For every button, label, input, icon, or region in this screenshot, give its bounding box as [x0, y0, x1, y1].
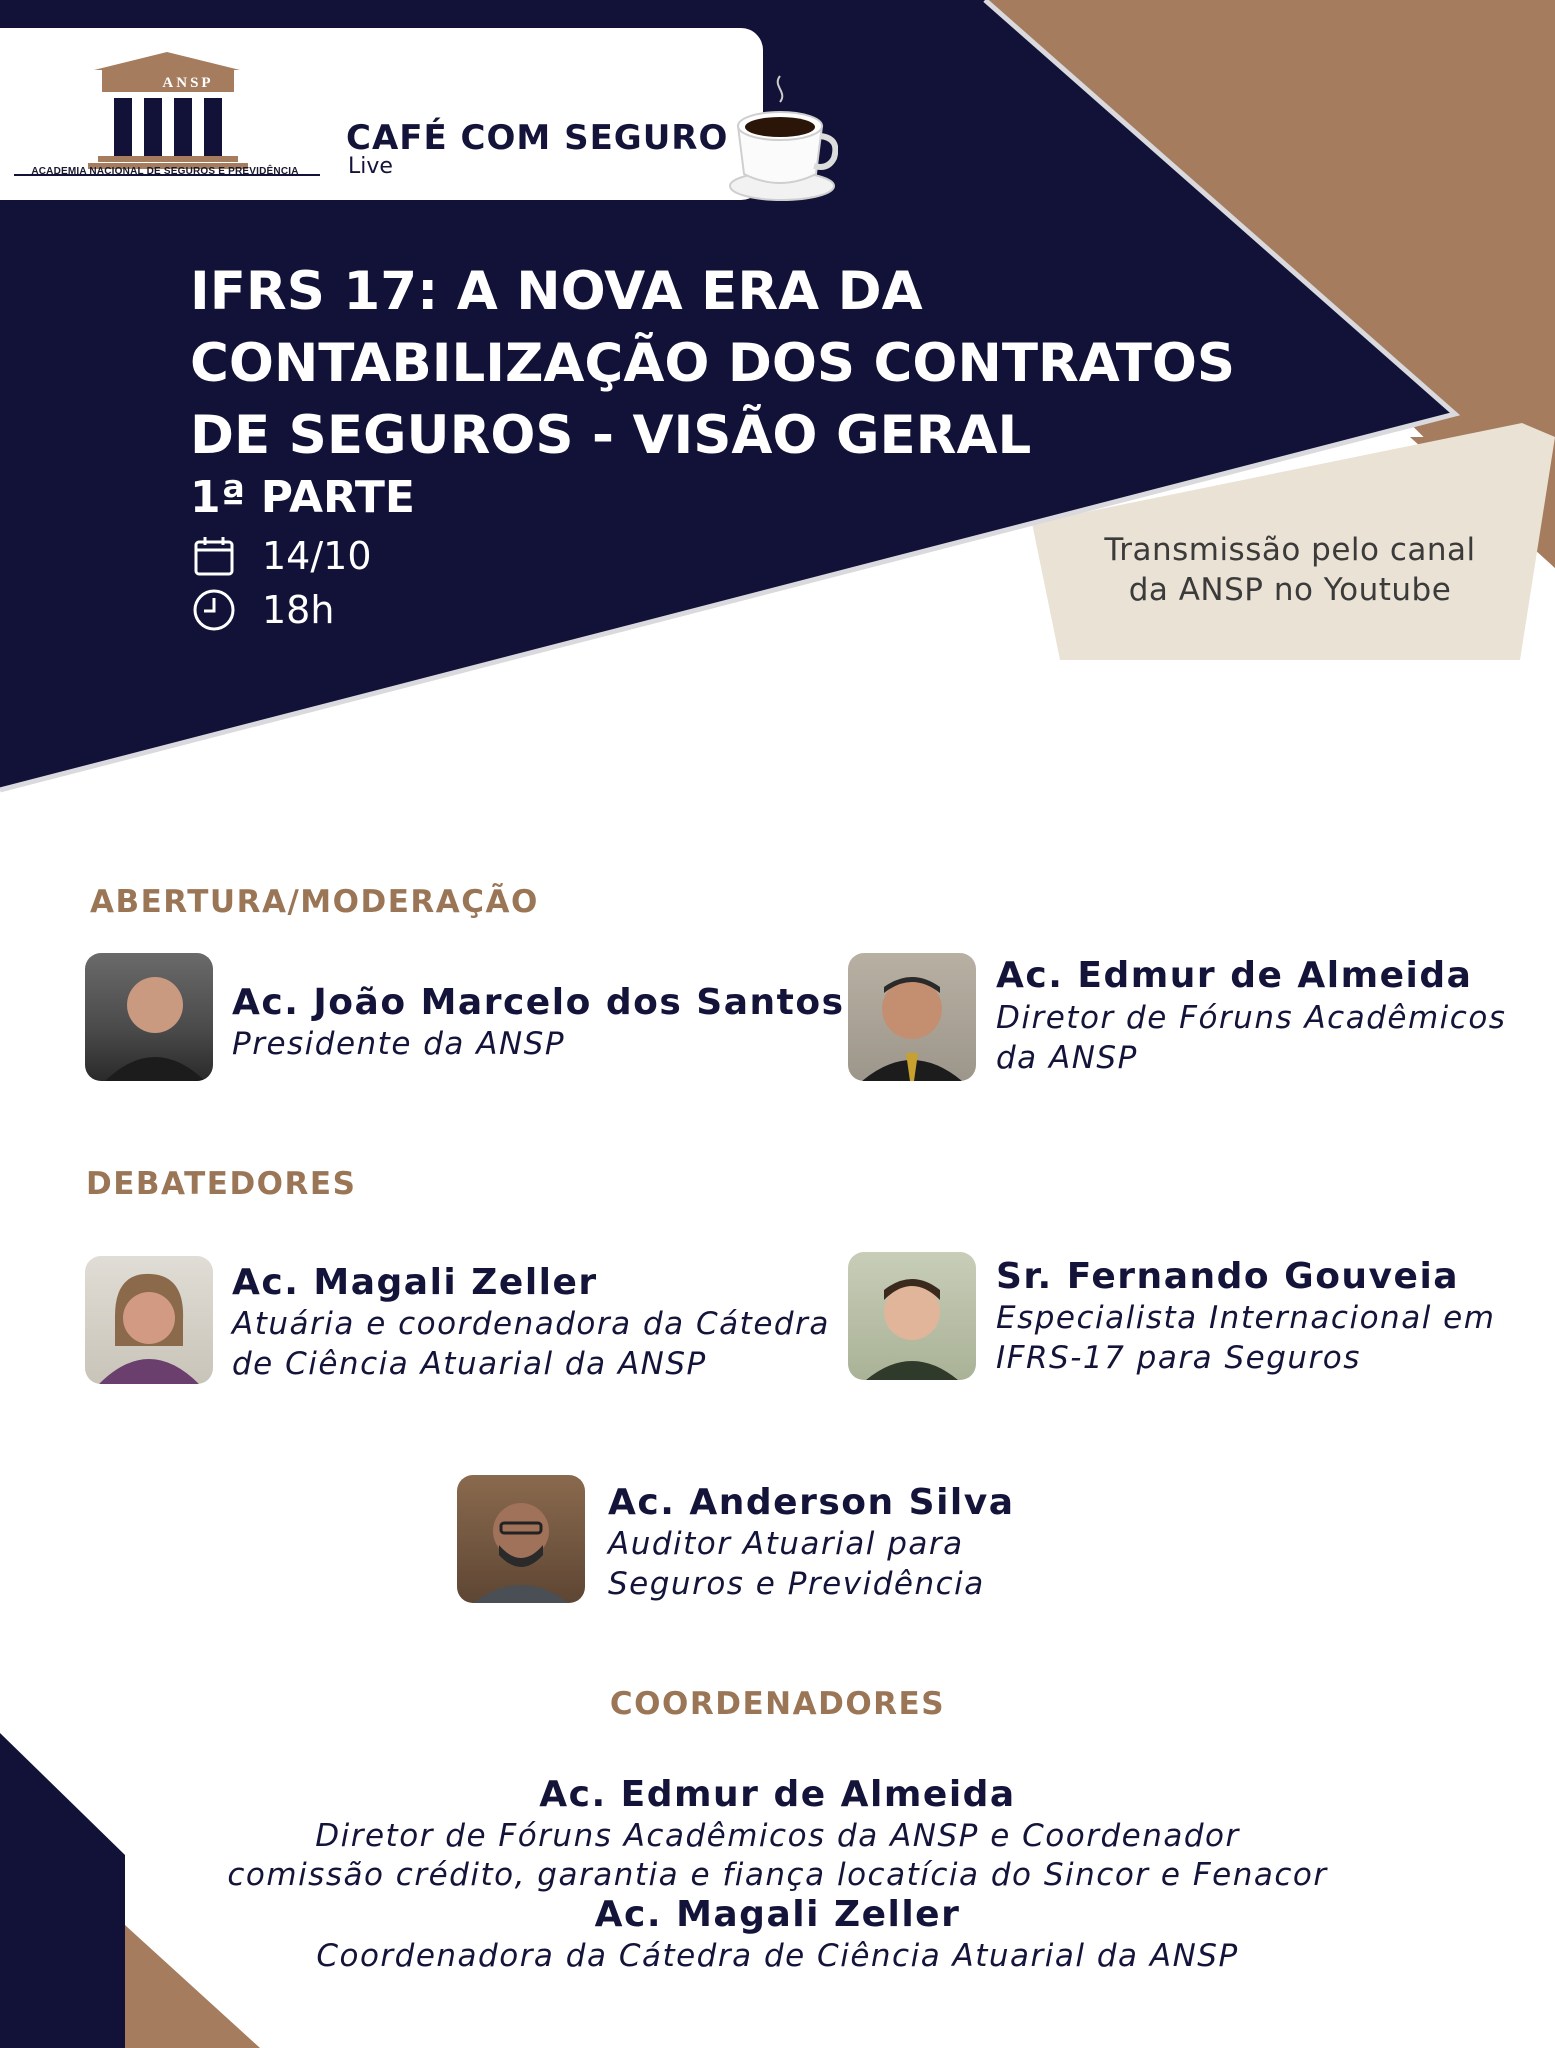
event-title-line: CONTABILIZAÇÃO DOS CONTRATOS — [190, 333, 1236, 394]
event-date: 14/10 — [262, 534, 372, 578]
calendar-icon — [192, 534, 236, 578]
coordinator-role: Diretor de Fóruns Acadêmicos da ANSP e Coordenador — [315, 1818, 1240, 1854]
debater-role: Auditor Atuarial para — [608, 1526, 964, 1562]
clock-icon — [192, 588, 236, 632]
debater-name: Sr. Fernando Gouveia — [996, 1256, 1460, 1297]
section-opening: ABERTURA/MODERAÇÃO — [90, 884, 539, 920]
event-time: 18h — [262, 588, 335, 632]
brand-title: CAFÉ COM SEGURO — [346, 118, 729, 158]
stream-info — [1060, 530, 1520, 610]
coordinator-role: comissão crédito, garantia e fiança locatícia do Sincor e Fenacor — [227, 1857, 1328, 1893]
debater-role: Seguros e Previdência — [608, 1566, 985, 1602]
speaker-role: Diretor de Fóruns Acadêmicos — [996, 1000, 1507, 1036]
debater-name: Ac. Anderson Silva — [608, 1482, 1015, 1523]
speaker-role: Presidente da ANSP — [232, 1026, 566, 1062]
debater-role: IFRS-17 para Seguros — [996, 1340, 1361, 1376]
event-title-line: DE SEGUROS - VISÃO GERAL — [190, 405, 1032, 466]
debater-photo — [457, 1475, 585, 1603]
event-part: 1ª PARTE — [190, 472, 415, 523]
event-title-line: IFRS 17: A NOVA ERA DA — [190, 261, 923, 322]
coordinator-name: Ac. Edmur de Almeida — [539, 1774, 1016, 1815]
section-debaters: DEBATEDORES — [86, 1166, 357, 1202]
speaker-name: Ac. Edmur de Almeida — [996, 955, 1473, 996]
logo-caption: ACADEMIA NACIONAL DE SEGUROS E PREVIDÊNCIA — [31, 166, 299, 177]
coordinator-role: Coordenadora da Cátedra de Ciência Atuarial da ANSP — [316, 1938, 1239, 1974]
ansp-logo-icon — [14, 50, 320, 178]
speaker-photo — [848, 953, 976, 1081]
header-card — [0, 28, 763, 200]
debater-name: Ac. Magali Zeller — [232, 1262, 598, 1303]
event-title — [190, 256, 1270, 472]
section-coordinators: COORDENADORES — [609, 1686, 946, 1722]
brand-subtitle: Live — [348, 154, 393, 179]
coordinator-name: Ac. Magali Zeller — [594, 1894, 961, 1935]
stream-line: Transmissão pelo canal — [1104, 532, 1476, 568]
debater-photo — [848, 1252, 976, 1380]
coffee-cup-icon — [720, 66, 838, 206]
debater-photo — [85, 1256, 213, 1384]
debater-role: de Ciência Atuarial da ANSP — [232, 1346, 707, 1382]
speaker-role: da ANSP — [996, 1040, 1138, 1076]
speaker-name: Ac. João Marcelo dos Santos — [232, 982, 845, 1023]
debater-role: Atuária e coordenadora da Cátedra — [232, 1306, 830, 1342]
logo-acronym: ANSP — [162, 75, 214, 91]
debater-role: Especialista Internacional em — [996, 1300, 1496, 1336]
stream-line: da ANSP no Youtube — [1128, 572, 1452, 608]
speaker-photo — [85, 953, 213, 1081]
